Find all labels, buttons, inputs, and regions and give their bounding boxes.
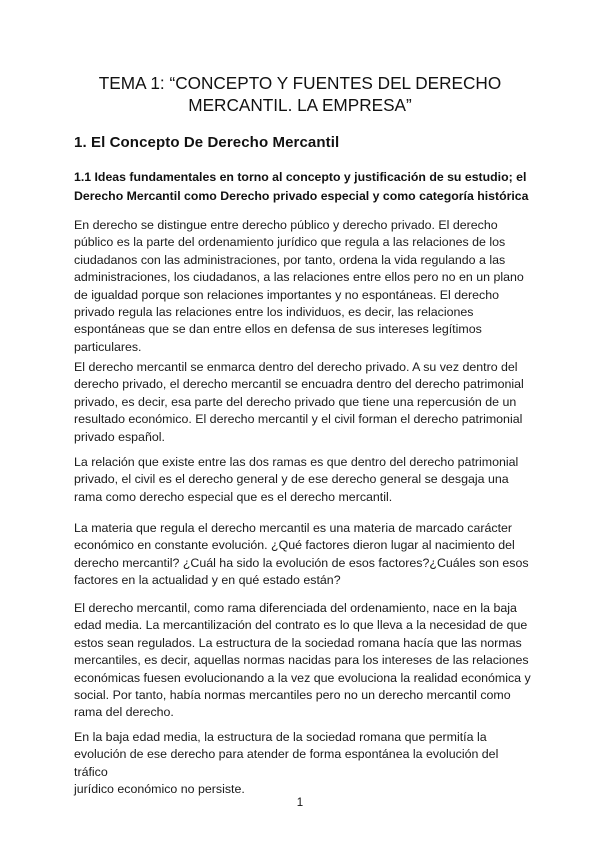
paragraph-line: privado, el civil es el derecho general y de ese derecho general se desgaja una <box>74 472 509 487</box>
paragraph-line: El derecho mercantil, como rama diferenciada del ordenamiento, nace en la baja <box>74 601 517 615</box>
paragraph-line: público es la parte del ordenamiento jurídico que regula a las relaciones de los <box>74 235 506 250</box>
paragraph-line: En la baja edad media, la estructura de la sociedad romana que permitía la <box>74 730 487 744</box>
paragraph-line: de igualdad porque son relaciones importantes y no espontáneas. El derecho <box>74 287 500 302</box>
paragraph-line: evolución de ese derecho para atender de forma espontánea la evolución del tráfico <box>74 747 499 779</box>
paragraph-4 <box>74 520 534 590</box>
paragraph-line: factores en la actualidad y en qué estado están? <box>74 573 341 588</box>
paragraph-line: resultado económico. El derecho mercantil y el civil forman el derecho patrimonial <box>74 412 523 427</box>
subsection-heading-line-1: 1.1 Ideas fundamentales en torno al concepto y justificación de su estudio; el <box>74 170 527 184</box>
page-number: 1 <box>296 797 304 809</box>
paragraph-line: jurídico económico no persiste. <box>74 782 245 797</box>
subsection-heading <box>74 168 534 206</box>
paragraph-line: privado regula las relaciones entre los individuos, es decir, las relaciones <box>74 305 474 320</box>
paragraph-3 <box>74 454 534 506</box>
document-title <box>60 72 540 116</box>
paragraph-line: particulares. <box>74 339 142 354</box>
paragraph-line: rama del derecho. <box>74 705 174 720</box>
paragraph-line: La relación que existe entre las dos ramas es que dentro del derecho patrimonial <box>74 455 519 469</box>
paragraph-line: El derecho mercantil se enmarca dentro del derecho privado. A su vez dentro del <box>74 360 518 374</box>
paragraph-line: privado español. <box>74 429 165 444</box>
paragraph-line: ciudadanos con las administraciones, por tanto, ordena la vida regulando a las <box>74 252 506 267</box>
paragraph-6 <box>74 729 534 799</box>
paragraph-line: rama como derecho especial que es el derecho mercantil. <box>74 489 393 504</box>
paragraph-1 <box>74 217 534 356</box>
paragraph-line: derecho mercantil? ¿Cuál ha sido la evolución de esos factores?¿Cuáles son esos <box>74 555 529 570</box>
title-line-2: MERCANTIL. LA EMPRESA” <box>188 95 412 115</box>
paragraph-line: privado, es decir, esa parte del derecho privado que tiene una repercusión de un <box>74 394 517 409</box>
paragraph-line: económicas fuesen evolucionando a la vez que evoluciona la realidad económica y <box>74 670 531 685</box>
paragraph-line: espontáneas que se dan entre ellos en defensa de sus intereses legítimos <box>74 322 482 337</box>
paragraph-line: económico en constante evolución. ¿Qué factores dieron lugar al nacimiento del <box>74 538 515 553</box>
paragraph-line: derecho privado, el derecho mercantil se encuadra dentro del derecho patrimonial <box>74 377 524 392</box>
paragraph-2 <box>74 359 534 446</box>
paragraph-line: La materia que regula el derecho mercantil es una materia de marcado carácter <box>74 521 513 535</box>
paragraph-line: edad media. La mercantilización del contrato es lo que lleva a la necesidad de que <box>74 618 528 633</box>
section-heading: 1. El Concepto De Derecho Mercantil <box>74 134 340 151</box>
paragraph-5 <box>74 600 534 722</box>
paragraph-line: mercantiles, es decir, aquellas normas nacidas para los intereses de las relaciones <box>74 653 529 668</box>
paragraph-line: administraciones, los ciudadanos, a las relaciones entre ellos pero no en un plano <box>74 270 524 285</box>
title-line-1: TEMA 1: “CONCEPTO Y FUENTES DEL DERECHO <box>98 73 502 93</box>
subsection-heading-line-2: Derecho Mercantil como Derecho privado especial y como categoría histórica <box>74 189 529 203</box>
paragraph-line: En derecho se distingue entre derecho público y derecho privado. El derecho <box>74 218 498 232</box>
paragraph-line: social. Por tanto, había normas mercantiles pero no un derecho mercantil como <box>74 688 511 703</box>
paragraph-line: estos sean regulados. La estructura de la sociedad romana hacía que las normas <box>74 635 522 650</box>
